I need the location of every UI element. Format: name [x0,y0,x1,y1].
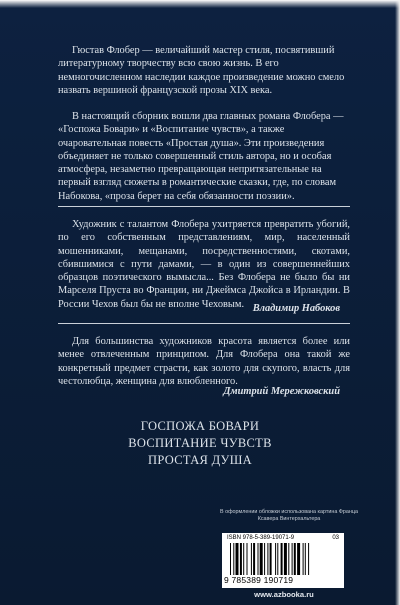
barcode-bar [243,543,244,575]
barcode-bar [270,543,272,575]
barcode-bar [305,543,306,575]
barcode-bar [260,543,263,575]
contents-list [0,418,400,469]
blurb-paragraph-2: В настоящий сборник вошли два главных романа Флобера — «Госпожа Бовари» и «Воспитание чувств», а также очаровательная повесть «Простая душа». Эти произведения объединяет не только совершенный стиль автора, но и особая атмосфера, незаметно превращающая непритязательные на первый взгляд сюжеты в романтические сказки, где, по словам Набокова, «проза берет на себя обязанности поэзии». [58,111,344,202]
publisher-website: www.azbooka.ru [254,590,314,599]
barcode-bar [258,543,259,575]
isbn-line [227,535,339,541]
barcode-bar [236,543,239,575]
contents-item: ПРОСТАЯ ДУША [148,453,252,467]
cover-art-note: В оформлении обложки использована картина Франца Ксавера Винтерхальтера [220,509,358,522]
barcode-bar [251,543,252,575]
barcode-bar [233,543,234,575]
barcode-bars [230,543,336,575]
quote-merezhkovsky: Для большинства художников красота является более или менее отвлеченным принципом. Для Флобера она такой же конкретный предмет страсти, как золото для скупого, власть для честолюбца, женщина для влюбленного. [58,336,350,387]
barcode-bar [297,543,300,575]
barcode-bar [294,543,296,575]
contents-item: ГОСПОЖА БОВАРИ [140,419,260,433]
barcode-bar [240,543,242,575]
blurb-paragraph-1: Гюстав Флобер — величайший мастер стиля, посвятивший литературному творчеству всю свою жизнь. В его немногочисленном наследии каждое произведение можно смело назвать вершиной французской прозы XIX века. [58,45,345,96]
barcode-bar [292,543,293,575]
barcode-bar [308,543,309,575]
right-edge [395,0,400,605]
barcode-bar [275,543,276,575]
barcode [222,533,344,588]
barcode-digits: 9 785389 190719 [224,575,294,585]
barcode-bar [288,543,289,575]
divider [58,206,350,207]
barcode-bar [284,543,287,575]
quote-author-merezhkovsky: Дмитрий Мережковский [223,386,340,397]
barcode-bar [230,543,231,575]
contents-item: ВОСПИТАНИЕ ЧУВСТВ [128,436,272,450]
quote-nabokov: Художник с талантом Флобера ухитряется превратить убогий, по его собственным представлениям, мир, населенный мошенниками, мещанами, посредственностями, скотами, сбившимися с пути дамами, — в один из совершеннейших образцов поэтического вымысла... Без Флобера не было бы ни Марселя Пруста во Франции, ни Джеймса Джойса в Ирландии. В России Чехов был бы не вполне Чеховым. [58,219,350,310]
barcode-bar [247,543,248,575]
barcode-bar [264,543,265,575]
barcode-bar [277,543,278,575]
isbn-label: ISBN 978-5-389-19071-9 [227,535,295,541]
quote-author-nabokov: Владимир Набоков [252,303,340,314]
divider [58,323,350,324]
barcode-bar [281,543,283,575]
isbn-addon: 03 [332,535,339,541]
barcode-bar [303,543,304,575]
top-edge [0,0,400,8]
barcode-bar [267,543,268,575]
barcode-bar [253,543,255,575]
